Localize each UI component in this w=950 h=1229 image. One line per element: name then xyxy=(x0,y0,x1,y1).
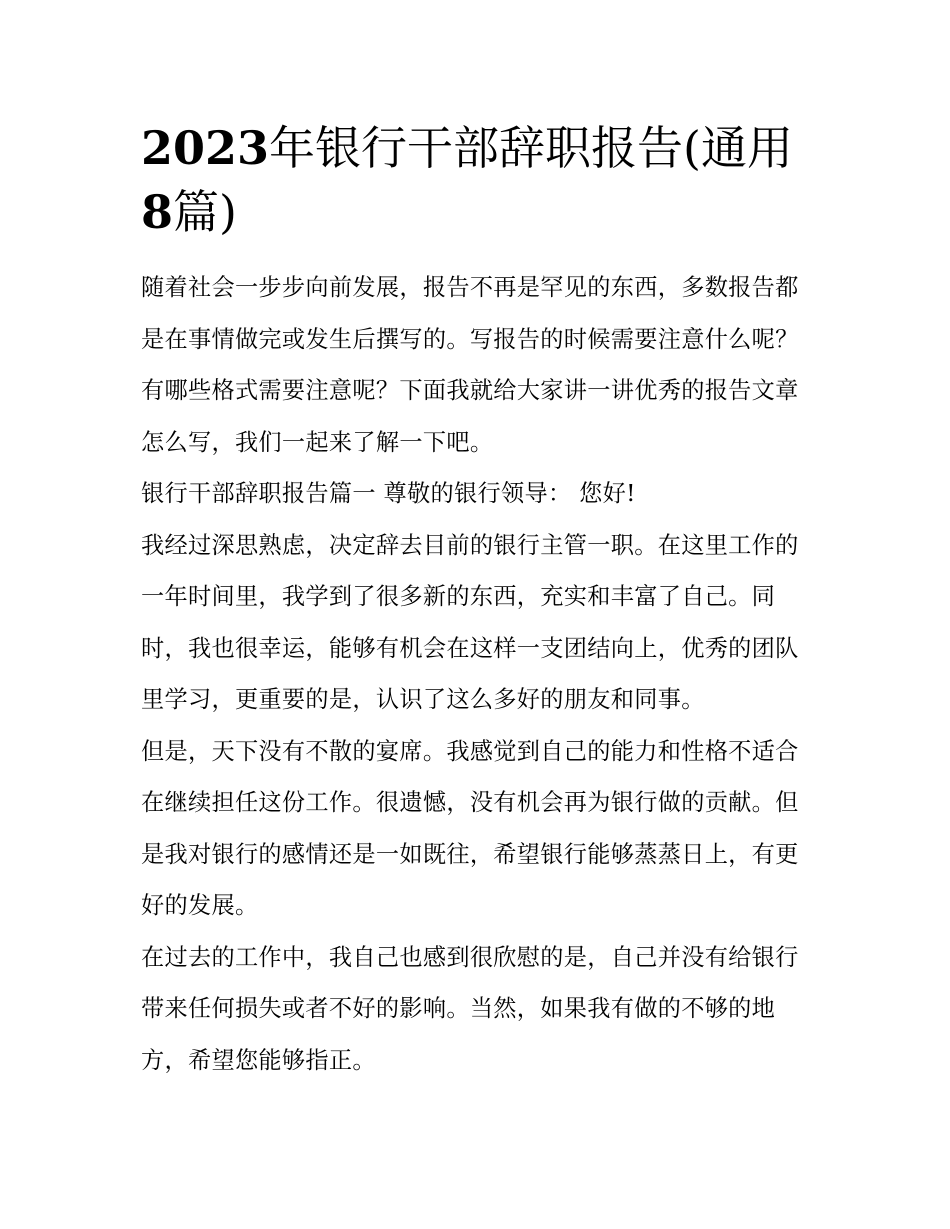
title-count: 8 xyxy=(141,185,174,239)
document-title xyxy=(141,116,801,244)
paragraph-intro: 随着社会一步步向前发展，报告不再是罕见的东西，多数报告都是在事情做完或发生后撰写的。写报告的时候需要注意什么呢？有哪些格式需要注意呢？下面我就给大家讲一讲优秀的报告文章怎么写，我们一起来了解一下吧。 xyxy=(141,274,799,456)
title-text: 年银行干部辞职报告(通用 xyxy=(269,121,793,175)
document-content xyxy=(141,116,821,1086)
paragraph-salutation: 银行干部辞职报告篇一 尊敬的银行领导： 您好! xyxy=(141,480,636,507)
paragraph-reflection: 在过去的工作中，我自己也感到很欣慰的是，自己并没有给银行带来任何损失或者不好的影响。当然，如果我有做的不够的地方，希望您能够指正。 xyxy=(141,943,799,1074)
title-year: 2023 xyxy=(141,121,270,175)
document-body xyxy=(141,262,821,1086)
title-suffix: 篇) xyxy=(173,185,237,239)
paragraph-decision: 我经过深思熟虑，决定辞去目前的银行主管一职。在这里工作的一年时间里，我学到了很多新的东西，充实和丰富了自己。同时，我也很幸运，能够有机会在这样一支团结向上，优秀的团队里学习，更重要的是，认识了这么多好的朋友和同事。 xyxy=(141,531,799,713)
paragraph-reason: 但是，天下没有不散的宴席。我感觉到自己的能力和性格不适合在继续担任这份工作。很遗憾，没有机会再为银行做的贡献。但是我对银行的感情还是一如既往，希望银行能够蒸蒸日上，有更好的发展。 xyxy=(141,737,799,919)
